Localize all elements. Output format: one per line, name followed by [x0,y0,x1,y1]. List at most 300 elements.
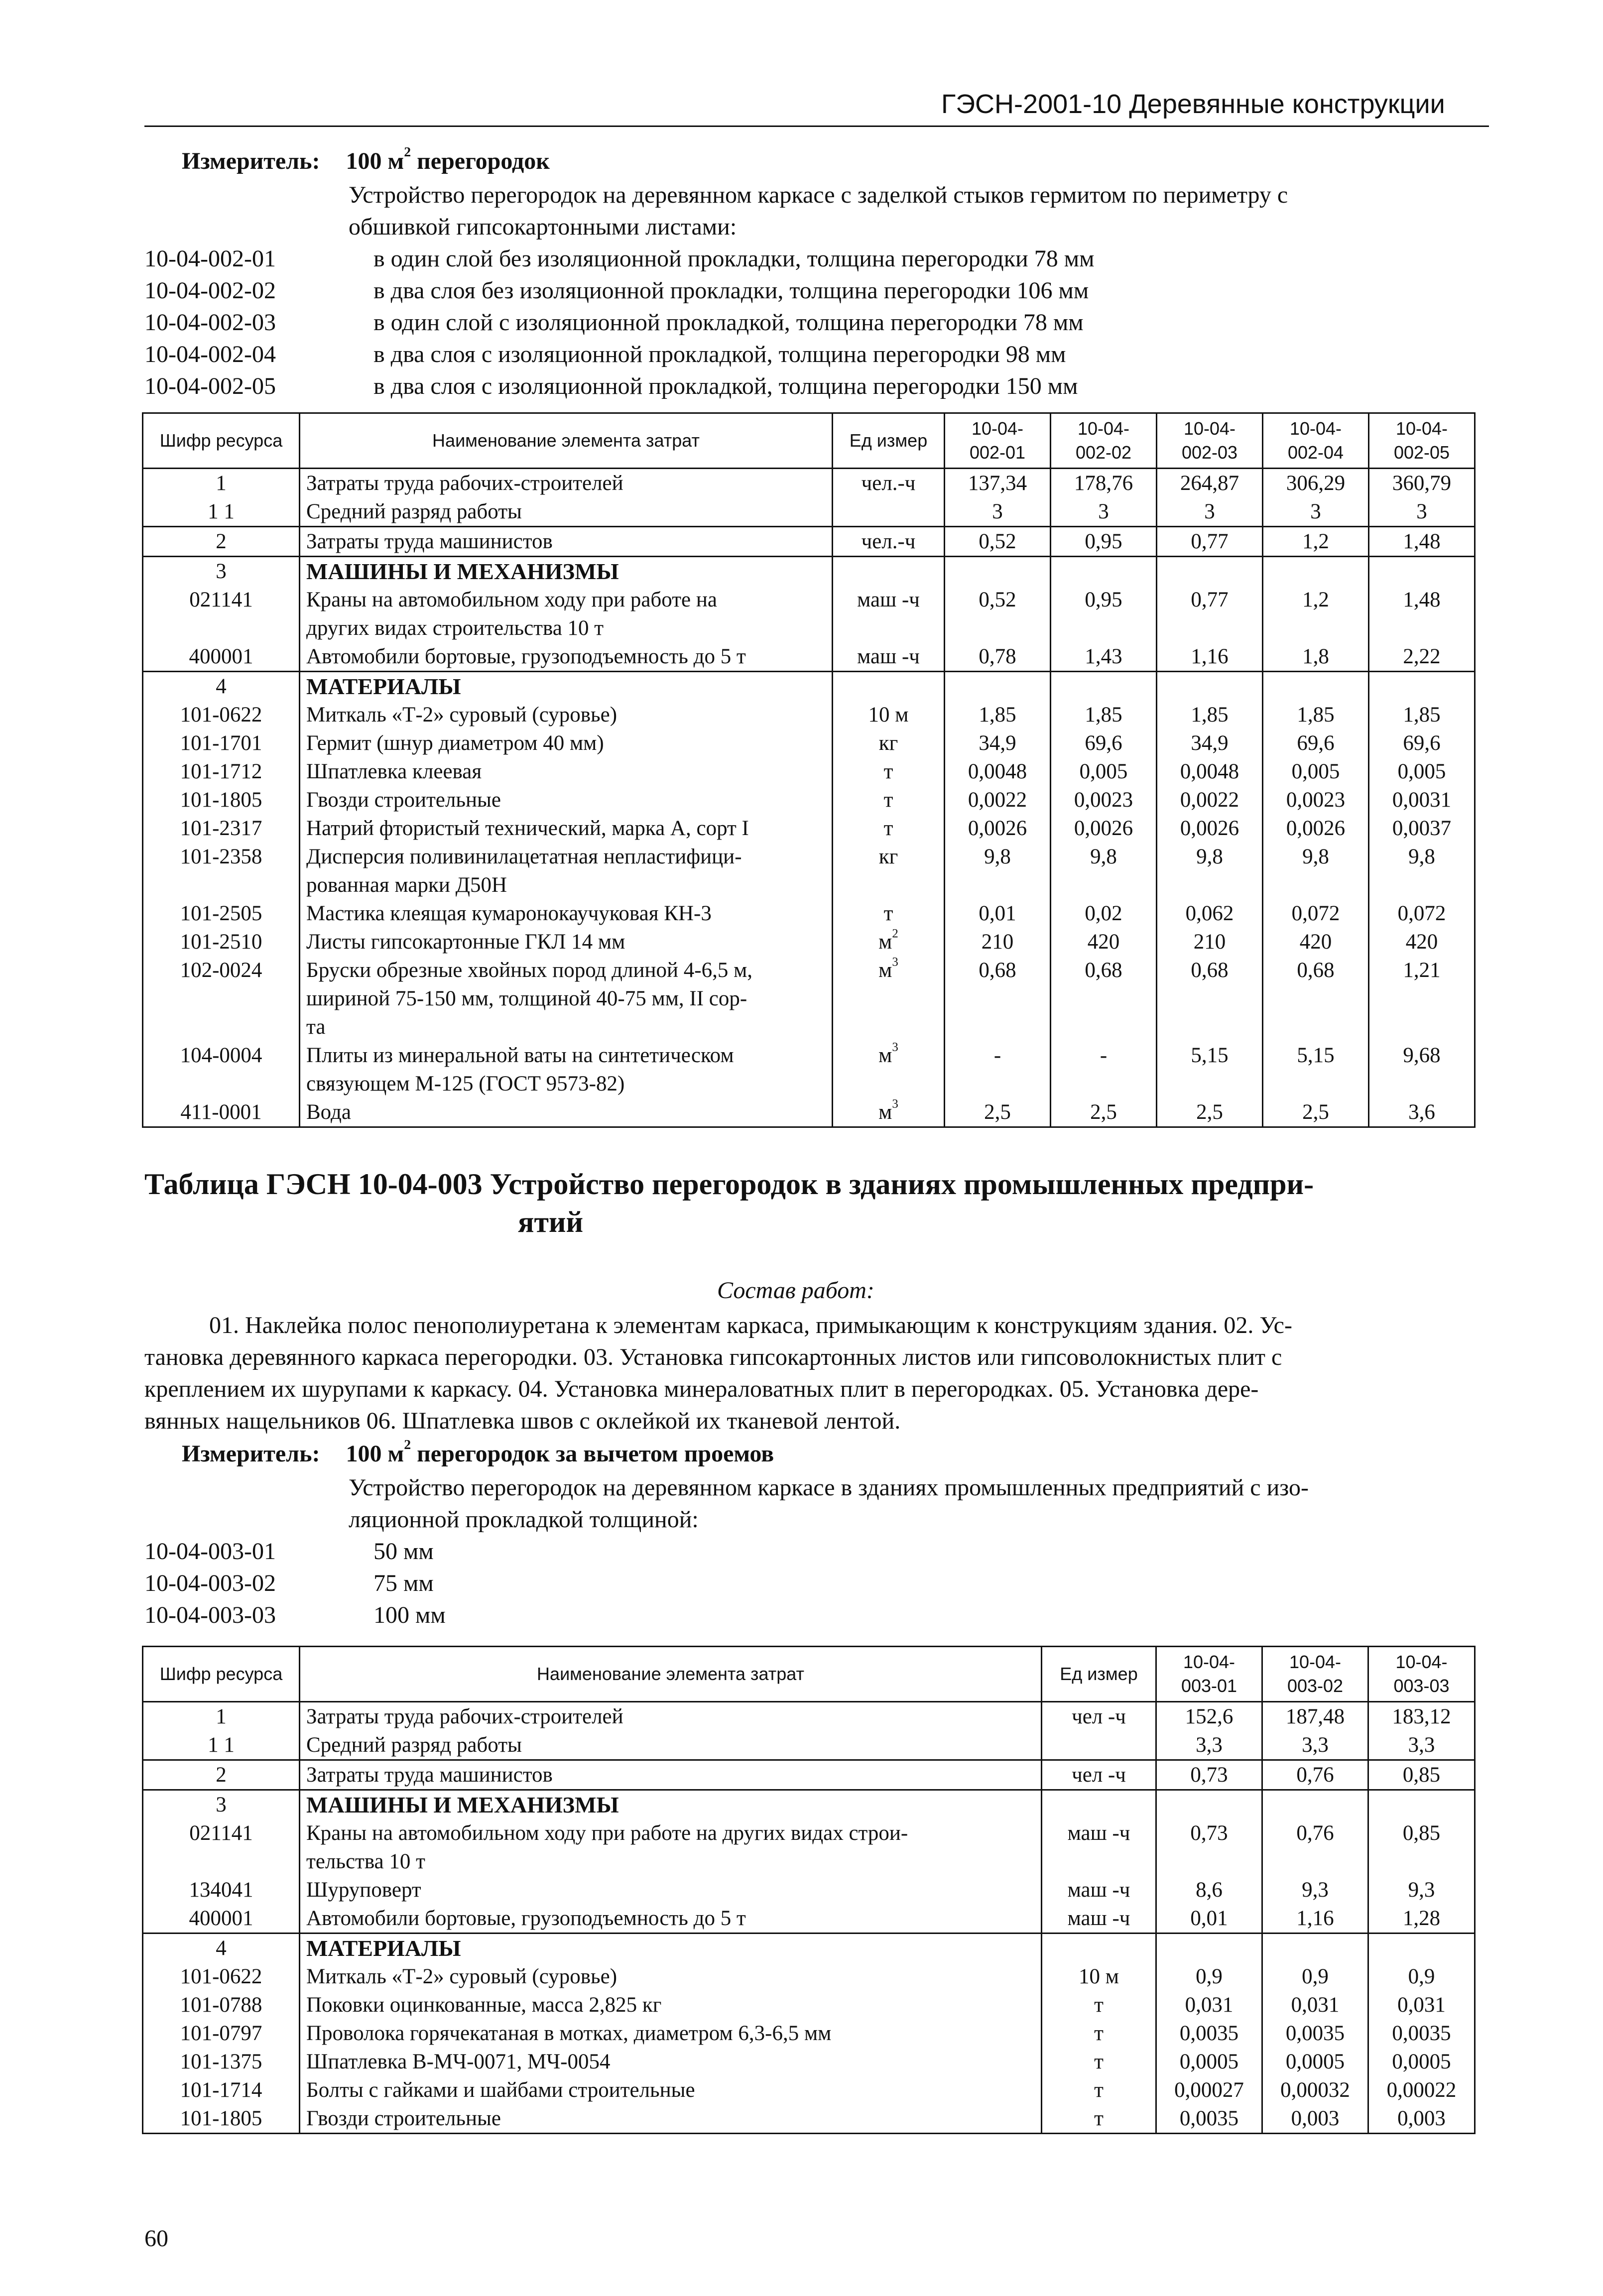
resource-code: 10-04-002-03 [144,309,276,336]
cell-code: 021141 [143,1819,300,1847]
unit-text: маш -ч [1067,1907,1130,1930]
cell-code: 101-1375 [143,2048,300,2076]
block2-code-list [144,1536,446,1631]
cell-value: 420 [1051,928,1157,956]
cell-unit [833,642,945,672]
cell-value: 178,76 [1051,469,1157,498]
cell-unit [833,814,945,843]
cell-code: 102-0024 [143,956,300,984]
cell-value: 0,85 [1368,1760,1475,1790]
table-row [143,1790,1475,1819]
resource-code: 10-04-002-02 [144,277,276,304]
cell-value: 0,68 [1157,956,1263,984]
unit-power: 3 [892,955,898,969]
unit-text: чел -ч [1072,1763,1126,1787]
col-header-unit: Ед измер [833,413,945,469]
cell-code: 101-0788 [143,1991,300,2019]
unit-text: т [1094,2022,1104,2045]
cell-value: 420 [1263,928,1369,956]
table-row [143,1041,1475,1070]
cell-value: 9,68 [1369,1041,1475,1070]
cell-value: 1,85 [1051,701,1157,729]
cell-unit [1042,1962,1156,1991]
cell-value [945,1013,1051,1041]
cell-value: 2,5 [945,1098,1051,1127]
cell-unit [1042,1819,1156,1847]
cell-value: 0,9 [1368,1962,1475,1991]
col-header-line: 002-05 [1393,442,1450,463]
code-row [144,339,1066,370]
composition-line: тановка деревянного каркаса перегородки. 03. Установка гипсокартонных листов или гипсоволокнистых плит с [144,1344,1282,1370]
cell-value: 3 [945,497,1051,527]
table-row [143,527,1475,557]
col-header-10-04-003-02 [1262,1647,1368,1702]
cell-value [1262,1847,1368,1876]
cell-value: 0,031 [1368,1991,1475,2019]
cell-value: 3 [1157,497,1263,527]
cell-value: 0,0026 [1051,814,1157,843]
resource-table-003 [142,1646,1476,2134]
cell-name: Миткаль «Т-2» суровый (суровье) [300,1962,1042,1991]
unit-text: чел.-ч [861,472,916,495]
cell-unit [833,729,945,757]
cell-name: Краны на автомобильном ходу при работе на [300,586,833,614]
col-header-line: 10-04- [1289,1652,1342,1672]
cell-value [1369,557,1475,586]
cell-code: 104-0004 [143,1041,300,1070]
table-row [143,2019,1475,2048]
col-header-line: 003-01 [1181,1676,1237,1696]
cell-value: 0,68 [945,956,1051,984]
cell-value: 0,0037 [1369,814,1475,843]
code-description: 50 мм [373,1538,434,1565]
cell-value [1263,614,1369,642]
col-header-line: 002-02 [1075,442,1132,463]
cell-value: 1,21 [1369,956,1475,984]
cell-unit [833,928,945,956]
table-row [143,614,1475,642]
unit-text: т [1094,1993,1104,2017]
cell-value [1051,1013,1157,1041]
code-description: в один слой с изоляционной прокладкой, толщина перегородки 78 мм [373,309,1084,336]
cell-value [1157,614,1263,642]
col-header-10-04-003-03 [1368,1647,1475,1702]
cell-value: 0,0023 [1051,786,1157,814]
cell-name: Автомобили бортовые, грузоподъемность до 5 т [300,1904,1042,1933]
cell-value [1263,984,1369,1013]
cell-value [1156,1933,1262,1963]
cell-value [1051,672,1157,701]
cell-value: 2,5 [1157,1098,1263,1127]
cell-unit [833,1013,945,1041]
cell-value: 0,0005 [1262,2048,1368,2076]
col-header-line: 10-04- [1289,418,1342,439]
cell-value: 0,0031 [1369,786,1475,814]
cell-unit [1042,1731,1156,1760]
cell-value: 0,0022 [1157,786,1263,814]
cell-unit [1042,1760,1156,1790]
cell-value: 1,48 [1369,527,1475,557]
cell-unit [833,1041,945,1070]
cell-unit [833,843,945,871]
table-row [143,1933,1475,1963]
table-row [143,1098,1475,1127]
table-row [143,729,1475,757]
cell-value [945,871,1051,899]
cell-value: 420 [1369,928,1475,956]
meter-label: Измеритель: [182,1441,320,1467]
cell-value: 1,85 [1263,701,1369,729]
cell-value: 69,6 [1263,729,1369,757]
table-title-line-2: ятий [518,1206,584,1238]
cell-code: 1 [143,469,300,498]
cell-value: 3,3 [1262,1731,1368,1760]
cell-value: 0,9 [1156,1962,1262,1991]
meter-line-1 [182,145,550,177]
table-row [143,757,1475,786]
col-header-line: 10-04- [1183,418,1236,439]
cell-unit [1042,1991,1156,2019]
cell-unit [833,1070,945,1098]
cell-value: 0,0035 [1156,2019,1262,2048]
cell-name: рованная марки Д50Н [300,871,833,899]
cell-value: 5,15 [1157,1041,1263,1070]
cell-value: 3,3 [1368,1731,1475,1760]
unit-power: 2 [892,927,898,941]
cell-code: 101-2510 [143,928,300,956]
code-row [144,1599,446,1631]
cell-value [945,1070,1051,1098]
cell-value [1263,557,1369,586]
cell-value [1262,1790,1368,1819]
cell-name: та [300,1013,833,1041]
cell-value [1157,1070,1263,1098]
cell-value: 34,9 [945,729,1051,757]
cell-value: 0,76 [1262,1819,1368,1847]
table-row [143,2048,1475,2076]
cell-value: 2,5 [1051,1098,1157,1127]
cell-value: 8,6 [1156,1876,1262,1904]
cell-unit [833,557,945,586]
cell-name: Гвозди строительные [300,2104,1042,2134]
table-row [143,586,1475,614]
cell-unit [833,984,945,1013]
cell-value: 210 [945,928,1051,956]
cell-value [1369,1013,1475,1041]
col-header-10-04-002-01 [945,413,1051,469]
cell-value [1369,614,1475,642]
cell-value [1369,1070,1475,1098]
cell-value: 152,6 [1156,1702,1262,1731]
running-header: ГЭСН-2001-10 Деревянные конструкции [941,89,1445,119]
cell-code: 1 1 [143,497,300,527]
cell-value: 0,95 [1051,527,1157,557]
cell-name: Шпатлевка В-МЧ-0071, МЧ-0054 [300,2048,1042,2076]
col-header-unit: Ед измер [1042,1647,1156,1702]
cell-value: 0,072 [1369,899,1475,928]
cell-unit [1042,1702,1156,1731]
cell-name: Миткаль «Т-2» суровый (суровье) [300,701,833,729]
cell-value: 0,0023 [1263,786,1369,814]
cell-name: Листы гипсокартонные ГКЛ 14 мм [300,928,833,956]
cell-unit [1042,2076,1156,2104]
code-row [144,243,1095,275]
cell-value: 183,12 [1368,1702,1475,1731]
col-header-line: 003-03 [1393,1676,1450,1696]
composition-text [144,1310,1489,1437]
cell-name: Дисперсия поливинилацетатная непластифици- [300,843,833,871]
cell-value: 0,95 [1051,586,1157,614]
cell-value: 2,22 [1369,642,1475,672]
cell-value: 264,87 [1157,469,1263,498]
cell-value: 0,01 [1156,1904,1262,1933]
unit-text: маш -ч [857,645,920,668]
unit-text: м [878,1100,892,1124]
cell-value [1263,871,1369,899]
cell-value [945,672,1051,701]
cell-name: Гвозди строительные [300,786,833,814]
cell-name: Средний разряд работы [300,497,833,527]
unit-text: т [883,817,893,840]
cell-value: 69,6 [1369,729,1475,757]
cell-value [1157,984,1263,1013]
cell-name: МАТЕРИАЛЫ [300,672,833,701]
cell-name: МАШИНЫ И МЕХАНИЗМЫ [300,1790,1042,1819]
code-row [144,1536,434,1568]
cell-code: 101-1712 [143,757,300,786]
unit-text: кг [878,845,898,868]
cell-value: 306,29 [1263,469,1369,498]
table-row [143,1731,1475,1760]
cell-code: 101-1701 [143,729,300,757]
cell-value: 0,52 [945,527,1051,557]
cell-value [1263,672,1369,701]
cell-code: 101-0622 [143,1962,300,1991]
header-rule [144,125,1489,127]
cell-code: 1 [143,1702,300,1731]
cell-value: 1,85 [945,701,1051,729]
cell-value: 0,005 [1051,757,1157,786]
col-header-line: 10-04- [1395,1652,1448,1672]
cell-name: Вода [300,1098,833,1127]
cell-value: 0,0035 [1262,2019,1368,2048]
composition-line: вянных нащельников 06. Шпатлевка швов с оклейкой их тканевой лентой. [144,1408,901,1434]
meter-label: Измеритель: [182,148,320,174]
cell-unit [833,672,945,701]
cell-code: 2 [143,527,300,557]
resource-code: 10-04-002-01 [144,245,276,272]
cell-value: 0,00027 [1156,2076,1262,2104]
cell-value [1369,672,1475,701]
cell-code: 021141 [143,586,300,614]
unit-text: т [883,788,893,812]
cell-value: 9,8 [1263,843,1369,871]
cell-value: 1,28 [1368,1904,1475,1933]
cell-value: 9,8 [945,843,1051,871]
col-header-name: Наименование элемента затрат [300,413,833,469]
col-header-code: Шифр ресурса [143,413,300,469]
cell-value: 5,15 [1263,1041,1369,1070]
cell-value: 0,85 [1368,1819,1475,1847]
cell-unit [833,956,945,984]
cell-value: 0,00032 [1262,2076,1368,2104]
cell-value: 9,8 [1051,843,1157,871]
cell-value [1368,1847,1475,1876]
cell-code [143,614,300,642]
cell-code: 400001 [143,642,300,672]
col-header-line: 10-04- [1077,418,1130,439]
cell-unit [1042,1904,1156,1933]
cell-value: 210 [1157,928,1263,956]
col-header-name: Наименование элемента затрат [300,1647,1042,1702]
cell-value: 3,6 [1369,1098,1475,1127]
cell-value: 9,8 [1157,843,1263,871]
cell-value: 0,031 [1262,1991,1368,2019]
unit-power: 3 [892,1097,898,1111]
table-row [143,1904,1475,1933]
meter-line-2 [182,1438,774,1470]
table-row [143,2076,1475,2104]
cell-value: 0,00022 [1368,2076,1475,2104]
cell-name: Натрий фтористый технический, марка А, сорт I [300,814,833,843]
cell-value [1051,984,1157,1013]
code-description: в два слоя с изоляционной прокладкой, толщина перегородки 150 мм [373,373,1078,399]
cell-value: 1,16 [1157,642,1263,672]
unit-text: кг [878,731,898,755]
cell-value [945,984,1051,1013]
cell-name: МАШИНЫ И МЕХАНИЗМЫ [300,557,833,586]
cell-unit [833,586,945,614]
table-row [143,1760,1475,1790]
cell-value: 3,3 [1156,1731,1262,1760]
cell-value [1157,672,1263,701]
cell-value: 34,9 [1157,729,1263,757]
unit-text: т [1094,2078,1104,2102]
cell-value: 0,0005 [1156,2048,1262,2076]
composition-label: Состав работ: [717,1277,874,1304]
cell-value: 9,3 [1368,1876,1475,1904]
cell-value: 137,34 [945,469,1051,498]
cell-value: 0,0035 [1368,2019,1475,2048]
cell-value: 0,031 [1156,1991,1262,2019]
cell-unit [1042,1933,1156,1963]
cell-value: 0,0005 [1368,2048,1475,2076]
cell-name: Поковки оцинкованные, масса 2,825 кг [300,1991,1042,2019]
cell-value: 9,8 [1369,843,1475,871]
cell-code: 101-1805 [143,786,300,814]
cell-name: Плиты из минеральной ваты на синтетическом [300,1041,833,1070]
unit-text: т [883,760,893,783]
table-row [143,557,1475,586]
cell-value [1051,871,1157,899]
cell-value [1368,1790,1475,1819]
unit-text: т [883,902,893,925]
table-row [143,984,1475,1013]
block2-desc-1: Устройство перегородок на деревянном каркасе в зданиях промышленных предприятий с изо- [349,1474,1309,1501]
unit-text: чел -ч [1072,1705,1126,1728]
col-header-10-04-002-02 [1051,413,1157,469]
cell-value: 3 [1369,497,1475,527]
cell-value [1262,1933,1368,1963]
table-row [143,871,1475,899]
unit-text: т [1094,2050,1104,2073]
unit-text: маш -ч [1067,1821,1130,1845]
cell-name: Затраты труда рабочих-строителей [300,1702,1042,1731]
cell-unit [833,757,945,786]
cell-unit [1042,1847,1156,1876]
cell-value [1369,871,1475,899]
composition-line: 01. Наклейка полос пенополиуретана к элементам каркаса, примыкающим к конструкциям здания. 02. Ус- [209,1312,1292,1338]
meter-value: 100 $м^2$ перегородок [346,144,550,174]
cell-value: 1,85 [1157,701,1263,729]
cell-value: 0,73 [1156,1819,1262,1847]
block1-desc-1: Устройство перегородок на деревянном каркасе с заделкой стыков гермитом по периметру с [349,182,1288,208]
cell-code: 101-1805 [143,2104,300,2134]
resource-code: 10-04-002-05 [144,373,276,399]
cell-value: 0,005 [1263,757,1369,786]
cell-code [143,1013,300,1041]
cell-value [1157,871,1263,899]
cell-name: Болты с гайками и шайбами строительные [300,2076,1042,2104]
table-row [143,1070,1475,1098]
cell-unit [833,614,945,642]
table-row [143,2104,1475,2134]
cell-name: Мастика клеящая кумаронокаучуковая КН-3 [300,899,833,928]
meter-value: 100 $м^2$ перегородок за вычетом проемов [346,1437,774,1467]
cell-value: 0,0026 [1263,814,1369,843]
col-header-10-04-003-01 [1156,1647,1262,1702]
cell-value: 0,68 [1051,956,1157,984]
unit-text: м [878,1044,892,1067]
code-description: 100 мм [373,1602,446,1628]
table-row [143,956,1475,984]
cell-value: 0,0048 [945,757,1051,786]
cell-name: шириной 75-150 мм, толщиной 40-75 мм, II сор- [300,984,833,1013]
cell-value: 0,68 [1263,956,1369,984]
page-number: 60 [144,2225,168,2252]
cell-value: 69,6 [1051,729,1157,757]
unit-text: 10 м [1079,1965,1119,1988]
cell-code: 134041 [143,1876,300,1904]
col-header-line: 10-04- [1183,1652,1235,1672]
code-description: в два слоя без изоляционной прокладки, толщина перегородки 106 мм [373,277,1089,304]
cell-name: Затраты труда машинистов [300,527,833,557]
cell-unit [1042,2019,1156,2048]
cell-value: - [945,1041,1051,1070]
col-header-10-04-002-03 [1157,413,1263,469]
col-header-line: 002-01 [969,442,1026,463]
cell-value: 0,76 [1262,1760,1368,1790]
cell-unit [833,1098,945,1127]
cell-value: 187,48 [1262,1702,1368,1731]
cell-value: 1,48 [1369,586,1475,614]
cell-value: 3 [1051,497,1157,527]
cell-value: 0,0026 [945,814,1051,843]
cell-code: 400001 [143,1904,300,1933]
cell-code: 1 1 [143,1731,300,1760]
cell-name: МАТЕРИАЛЫ [300,1933,1042,1963]
table-row [143,1847,1475,1876]
resource-code: 10-04-002-04 [144,341,276,367]
unit-text: маш -ч [857,588,920,611]
table-row [143,1962,1475,1991]
cell-code: 101-2317 [143,814,300,843]
cell-name: Шпатлевка клеевая [300,757,833,786]
cell-value: 0,0026 [1157,814,1263,843]
cell-code: 101-2358 [143,843,300,871]
cell-value: 0,072 [1263,899,1369,928]
table-row [143,843,1475,871]
